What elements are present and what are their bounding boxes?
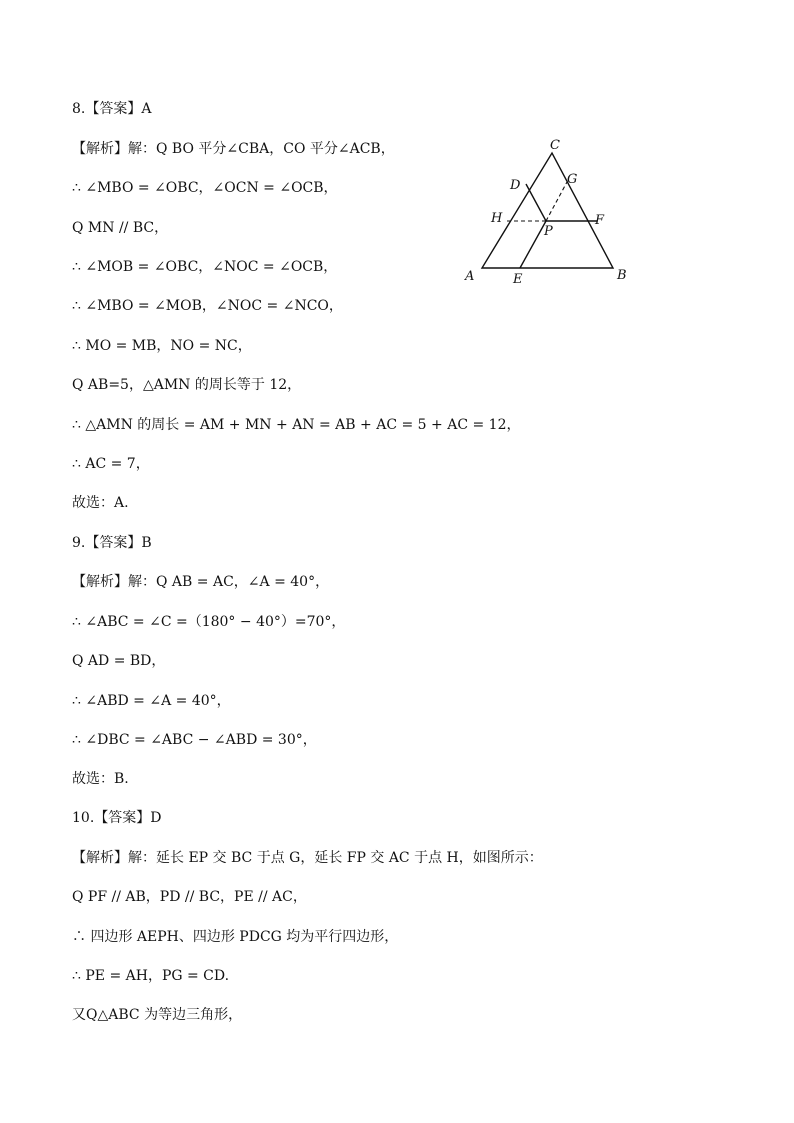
q8-solution-line: ∴ ∠MBO = ∠MOB，∠NOC = ∠NCO， [72, 298, 343, 314]
q8-answer: 8.【答案】A [72, 101, 152, 117]
q8-choice: 故选：A. [72, 495, 129, 511]
label-a: A [465, 269, 475, 284]
q8-solution-line: Q MN // BC， [72, 220, 169, 236]
q8-solution-line: ∴ MO = MB，NO = NC， [72, 338, 252, 354]
q9-solution-line: Q AD = BD， [72, 653, 166, 669]
label-b: B [617, 268, 627, 283]
q10-answer: 10.【答案】D [72, 810, 162, 826]
segment-pg-dashed [546, 182, 567, 221]
q10-solution-line: 又Q△ABC 为等边三角形， [72, 1007, 243, 1023]
segment-pe [520, 221, 546, 268]
q9-solution-line: ∴ ∠DBC = ∠ABC − ∠ABD = 30°， [72, 732, 317, 748]
q9-solution-line: ∴ ∠ABD = ∠A = 40°， [72, 693, 231, 709]
label-d: D [510, 178, 521, 193]
q9-answer: 9.【答案】B [72, 535, 152, 551]
label-c: C [550, 138, 560, 153]
q8-solution-line: ∴ ∠MBO = ∠OBC，∠OCN = ∠OCB， [72, 180, 338, 196]
q9-solution-line: ∴ ∠ABC = ∠C =（180° − 40°）=70°， [72, 614, 346, 630]
segment-pd [526, 184, 546, 221]
q10-solution-line: Q PF // AB，PD // BC，PE // AC， [72, 889, 307, 905]
q10-solution-line: 【解析】解：延长 EP 交 BC 于点 G，延长 FP 交 AC 于点 H，如图所示： [72, 850, 543, 866]
q10-solution-line: ∴ PE = AH，PG = CD. [72, 968, 230, 984]
q8-solution-line: ∴ △AMN 的周长 = AM + MN + AN = AB + AC = 5 + AC = 12， [72, 417, 521, 433]
q10-solution-line: ∴ 四边形 AEPH、四边形 PDCG 均为平行四边形， [72, 929, 399, 945]
label-g: G [567, 172, 578, 187]
q8-solution-line: Q AB=5，△AMN 的周长等于 12， [72, 377, 302, 393]
label-e: E [513, 272, 523, 287]
label-p: P [544, 224, 553, 239]
q8-solution-line: 【解析】解：Q BO 平分∠CBA，CO 平分∠ACB， [72, 141, 395, 157]
q9-solution-line: 【解析】解：Q AB = AC，∠A = 40°， [72, 574, 330, 590]
label-f: F [595, 213, 605, 228]
q8-solution-line: ∴ AC = 7， [72, 456, 150, 472]
q9-choice: 故选：B. [72, 771, 129, 787]
triangle-figure [455, 132, 645, 292]
q8-solution-line: ∴ ∠MOB = ∠OBC，∠NOC = ∠OCB， [72, 259, 338, 275]
label-h: H [491, 211, 503, 226]
